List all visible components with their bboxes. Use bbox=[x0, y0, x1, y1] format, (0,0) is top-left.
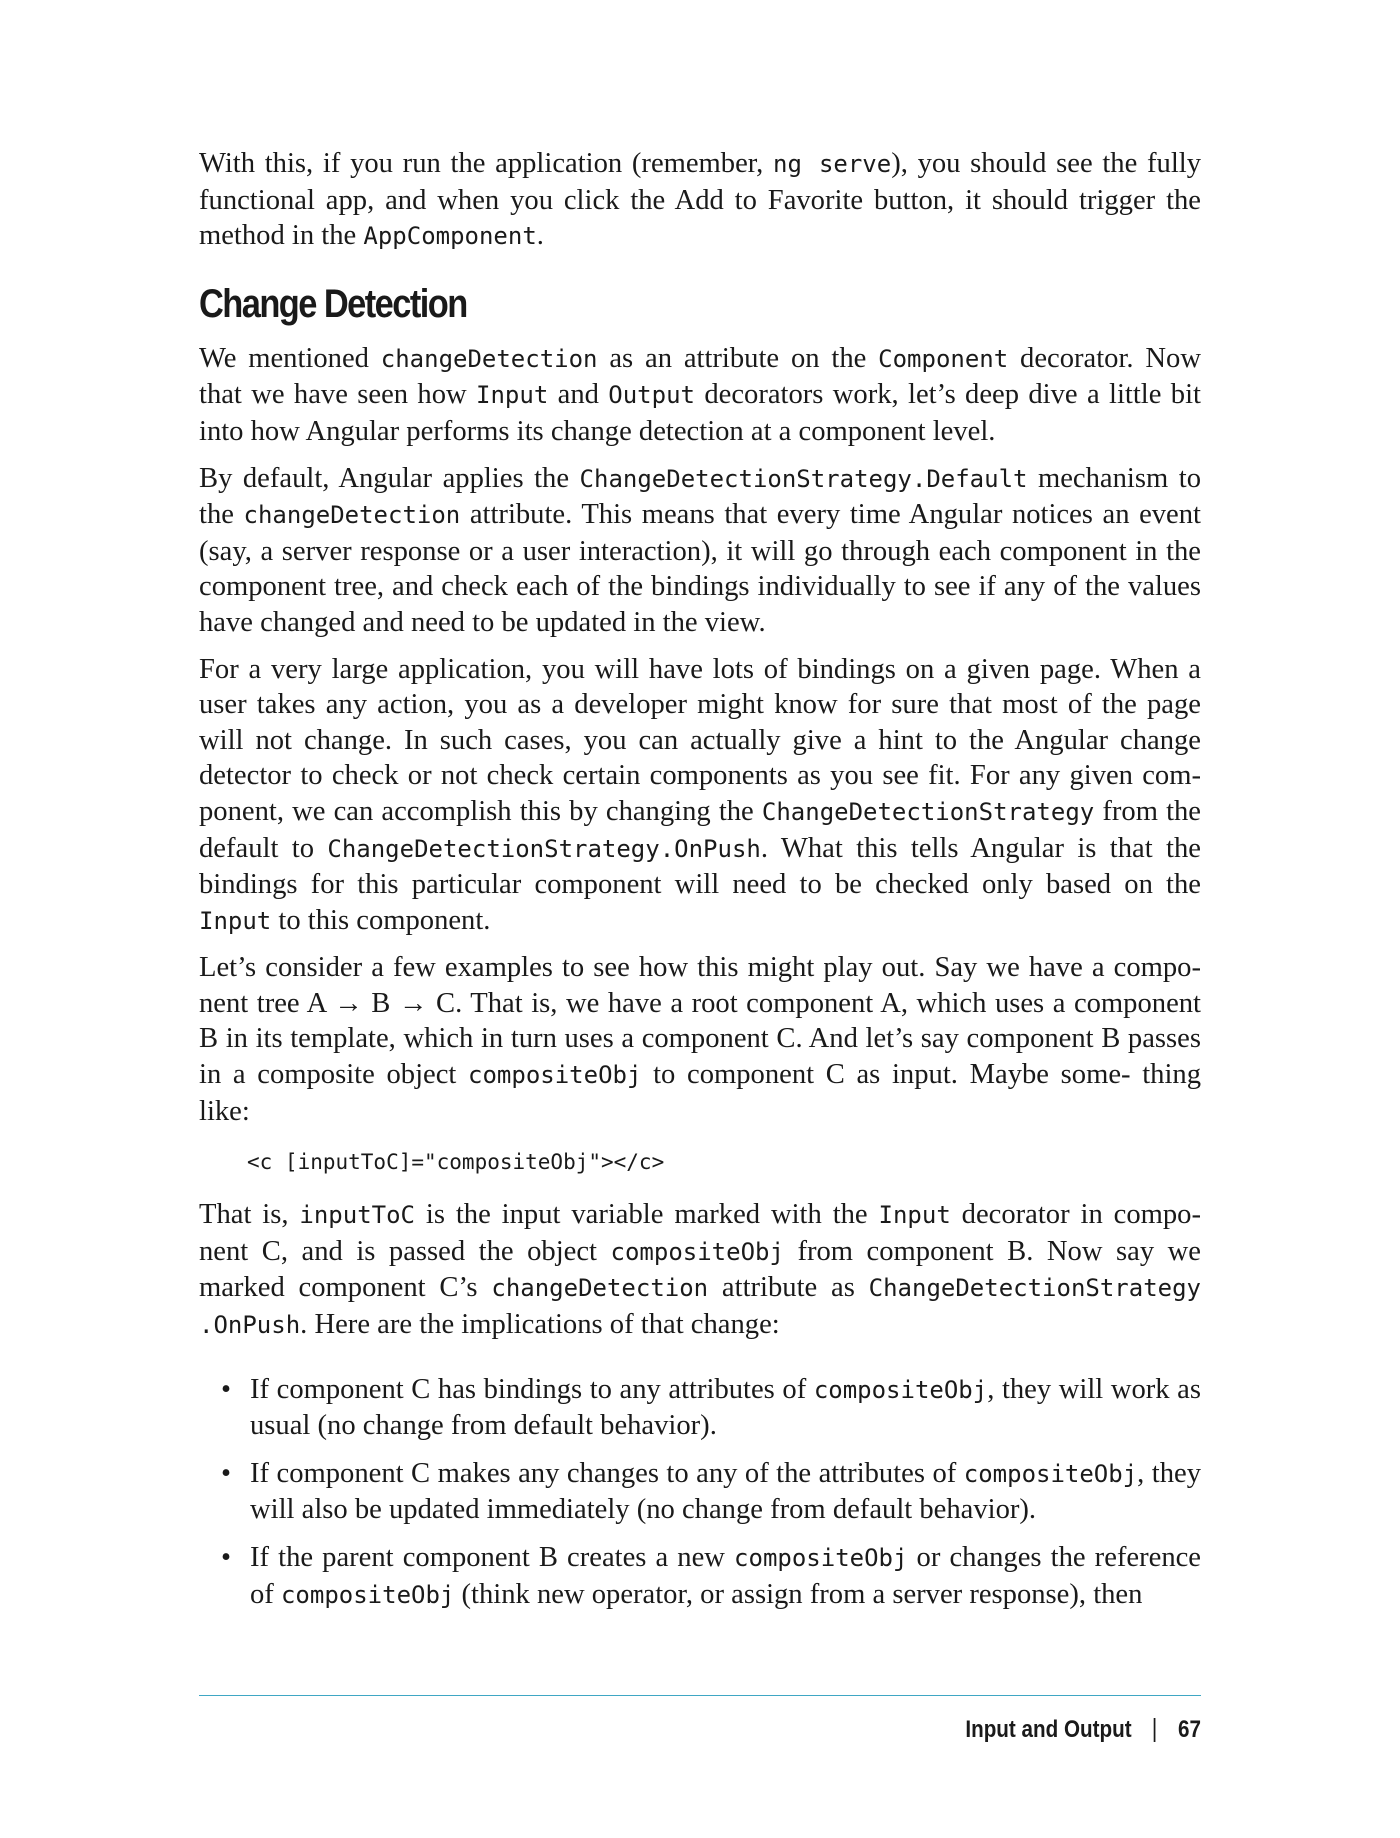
paragraph-5 bbox=[199, 1197, 1201, 1343]
p3-code-2: ChangeDetectionStrategy.OnPush bbox=[327, 834, 761, 863]
bullet-icon: • bbox=[221, 1373, 232, 1405]
p5-text-3: decorator in compo‐ nent C, and is passed the object bbox=[199, 1199, 1202, 1267]
p1-text-4: and bbox=[548, 379, 609, 411]
p3-text-2: from the default to bbox=[199, 795, 1202, 864]
bullet-1-code-1: compositeObj bbox=[813, 1375, 988, 1404]
p3-text-4: to this component. bbox=[271, 904, 491, 936]
bullet-icon: • bbox=[221, 1542, 232, 1573]
p1-code-3: Input bbox=[476, 381, 549, 410]
p3-code-3: Input bbox=[199, 906, 272, 935]
paragraph-1 bbox=[199, 341, 1201, 450]
p5-text-1: That is, bbox=[199, 1199, 300, 1231]
p5-text-6: . Here are the implications of that change: bbox=[300, 1309, 780, 1341]
p5-code-5: ChangeDetectionStrategy .OnPush bbox=[199, 1274, 1201, 1340]
page-footer bbox=[965, 1716, 1201, 1744]
p4-text-1: Let’s consider a few examples to see how this might play out. Say we have a compo‐ nent tree A → B → C. That is, we have a root component A, which uses a component B in its template, which in turn uses a component C. And let’s say component B passes in a composite object bbox=[199, 952, 1201, 1091]
bullet-3-code-2: compositeObj bbox=[280, 1580, 455, 1609]
p1-code-2: Component bbox=[878, 344, 1009, 373]
p3-text-1: For a very large application, you will have lots of bindings on a given page. When a user takes any action, you as a developer might know for sure that most of the page will not change. In such cases, you can actually give a hint to the Angular change detector to check or not check certain components as you see fit. For any given com‐ ponent, we can accomplish this by changing the bbox=[199, 653, 1201, 827]
list-item bbox=[199, 1540, 1201, 1613]
intro-code-ng-serve: ng serve bbox=[773, 150, 892, 178]
p1-text-5: decorators work, let’s deep dive a little bit into how Angular performs its change detection at a component level. bbox=[199, 379, 1201, 447]
p1-code-1: changeDetection bbox=[380, 344, 598, 373]
page-body bbox=[199, 146, 1201, 1625]
code-sample: <c [inputToC]="compositeObj"></c> bbox=[247, 1150, 665, 1175]
bullet-1-text-2: , they will work as usual (no change from default behavior). bbox=[250, 1373, 1201, 1442]
intro-code-appcomponent: AppComponent bbox=[363, 222, 537, 251]
p1-text-2: as an attribute on the bbox=[597, 342, 879, 374]
p3-code-1: ChangeDetectionStrategy bbox=[761, 797, 1095, 826]
bullet-3-text-2: or changes the reference of bbox=[250, 1542, 1202, 1610]
page-number: 67 bbox=[1178, 1716, 1201, 1743]
p2-code-2: changeDetection bbox=[243, 501, 461, 530]
list-item bbox=[199, 1456, 1201, 1528]
footer-rule bbox=[199, 1695, 1201, 1696]
p4-text-2: to component C as input. Maybe some‐ thing like: bbox=[199, 1059, 1201, 1127]
p1-code-4: Output bbox=[608, 381, 695, 410]
paragraph-2 bbox=[199, 461, 1201, 641]
paragraph-4 bbox=[199, 950, 1201, 1129]
p5-code-4: changeDetection bbox=[491, 1274, 709, 1303]
bullet-2-text-1: If component C makes any changes to any of the attributes of bbox=[250, 1457, 964, 1489]
paragraph-3 bbox=[199, 652, 1201, 940]
intro-text-2: ), you should see the fully functional app, and when you click the Add to Favorite button, it should trigger the method in the bbox=[199, 148, 1201, 252]
implications-list bbox=[199, 1372, 1201, 1614]
p1-text-1: We mentioned bbox=[199, 342, 381, 374]
footer-section-title: Input and Output bbox=[965, 1716, 1132, 1743]
p2-code-1: ChangeDetectionStrategy.Default bbox=[579, 464, 1028, 493]
p3-text-3: . What this tells Angular is that the bindings for this particular component will need to be checked only based on the bbox=[199, 832, 1201, 901]
p2-text-1: By default, Angular applies the bbox=[199, 462, 580, 494]
bullet-3-text-3: (think new operator, or assign from a server response), then bbox=[454, 1578, 1143, 1610]
section-heading: Change Detection bbox=[199, 281, 467, 326]
intro-text-1: With this, if you run the application (remember, bbox=[199, 148, 774, 179]
intro-text-3: . bbox=[536, 220, 544, 252]
p5-text-2: is the input variable marked with the bbox=[415, 1199, 879, 1231]
bullet-2-text-2: , they will also be updated immediately (no change from default behavior). bbox=[250, 1457, 1202, 1526]
p2-text-3: attribute. This means that every time Angular notices an event (say, a server response or a user interaction), it will go through each component in the component tree, and check each of the bindings individually to see if any of the values have changed and need to be updated in the view. bbox=[199, 499, 1201, 638]
p4-code-1: compositeObj bbox=[468, 1061, 642, 1090]
list-item bbox=[199, 1372, 1201, 1444]
bullet-3-text-1: If the parent component B creates a new bbox=[250, 1542, 735, 1573]
p5-code-1: inputToC bbox=[299, 1201, 415, 1230]
p5-code-3: compositeObj bbox=[610, 1237, 784, 1266]
bullet-2-code-1: compositeObj bbox=[963, 1459, 1138, 1488]
bullet-icon: • bbox=[221, 1457, 232, 1489]
bullet-3-code-1: compositeObj bbox=[734, 1544, 908, 1572]
p1-text-3: decorator. Now that we have seen how bbox=[199, 342, 1201, 411]
p5-text-4: from component B. Now say we marked component C’s bbox=[199, 1235, 1201, 1304]
p2-text-2: mechanism to the bbox=[199, 462, 1201, 531]
p5-code-2: Input bbox=[878, 1201, 951, 1230]
p5-text-5: attribute as bbox=[708, 1272, 869, 1304]
footer-separator bbox=[1154, 1718, 1156, 1742]
bullet-1-text-1: If component C has bindings to any attributes of bbox=[250, 1373, 814, 1405]
intro-paragraph bbox=[199, 146, 1201, 255]
